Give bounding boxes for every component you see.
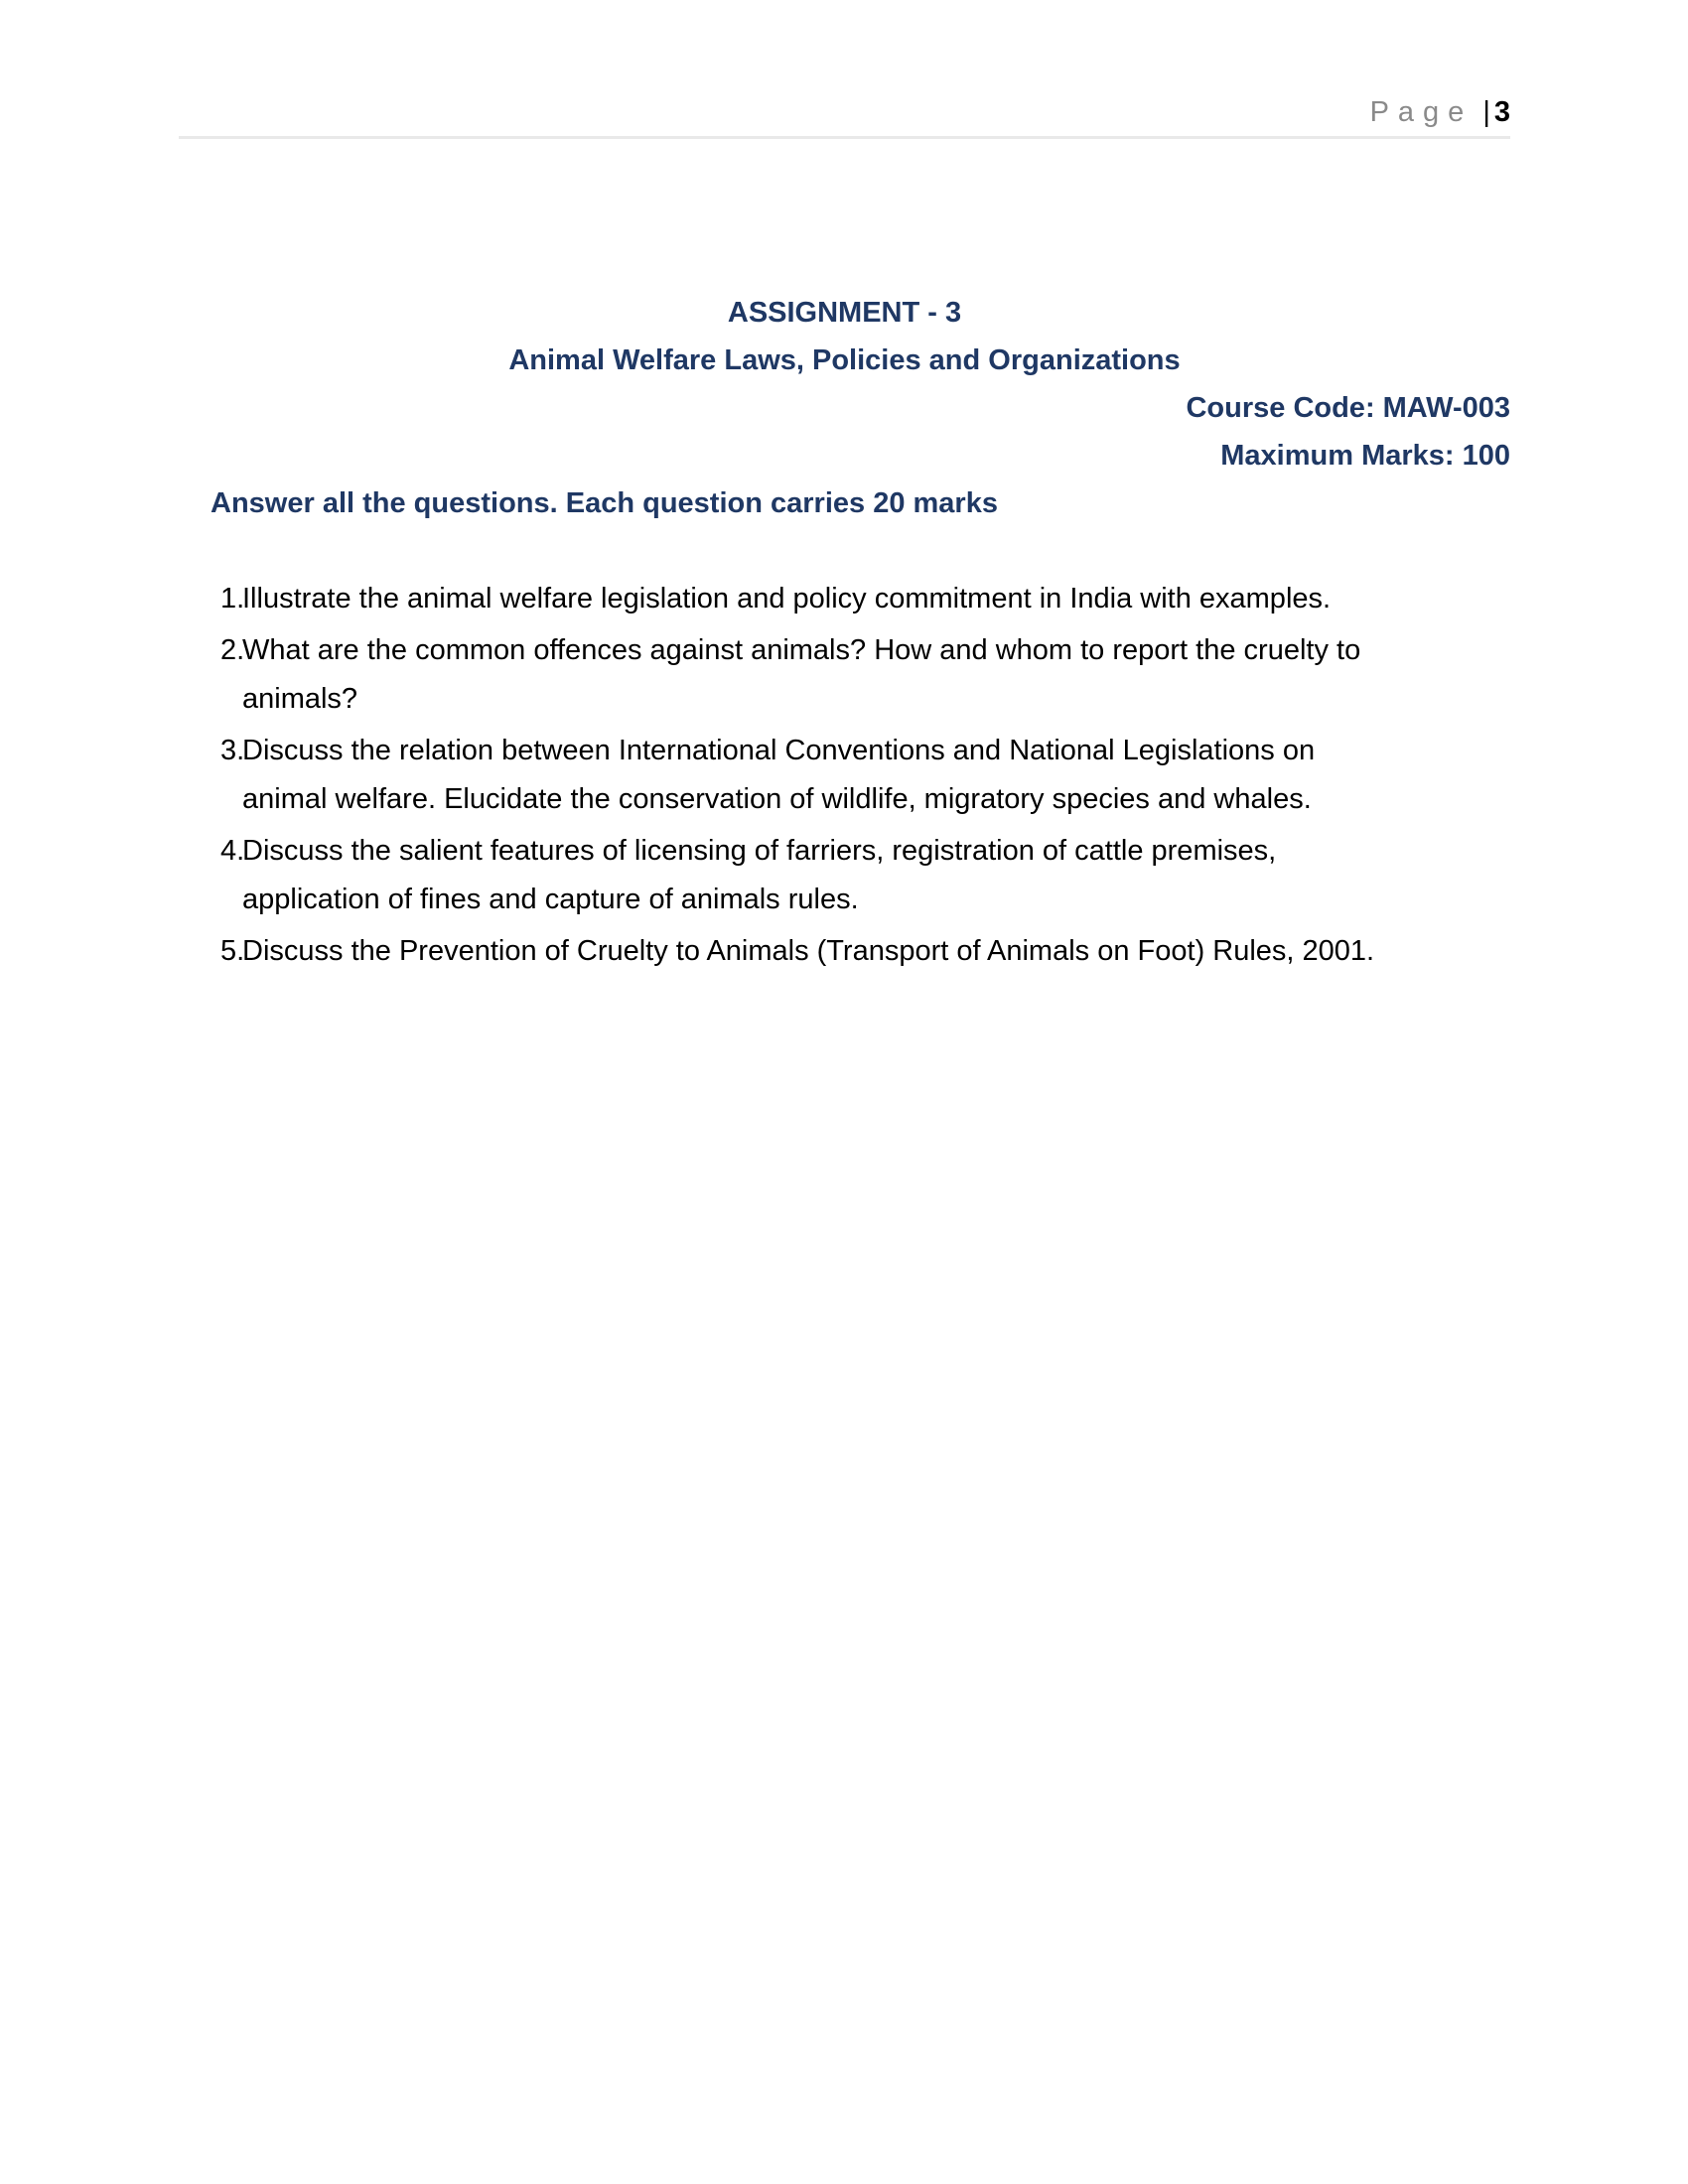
assignment-subtitle: Animal Welfare Laws, Policies and Organizations [508,344,1181,376]
question-item [179,727,1569,824]
question-number: 2. [220,634,245,666]
question-item [179,827,1569,924]
question-number: 5. [220,935,245,967]
question-line: Discuss the Prevention of Cruelty to Animals (Transport of Animals on Foot) Rules, 2001. [242,935,1375,967]
question-number: 1. [220,583,245,614]
instruction-line: Answer all the questions. Each question carries 20 marks [211,487,998,519]
page-header [179,95,1510,139]
question-item [179,626,1569,724]
assignment-heading-block [179,289,1510,527]
question-line: What are the common offences against animals? How and whom to report the cruelty to [242,634,1361,666]
question-number: 4. [220,835,245,867]
assignment-title: ASSIGNMENT - 3 [727,297,962,329]
page-label: Page [1369,96,1474,128]
question-number: 3. [220,735,245,766]
question-line: animals? [242,683,358,715]
question-line: Discuss the salient features of licensing of farriers, registration of cattle premises, [242,835,1277,867]
page-number-separator: | [1482,96,1490,128]
question-list [179,575,1569,979]
page-number: 3 [1493,96,1510,128]
question-line: Illustrate the animal welfare legislation and policy commitment in India with examples. [242,583,1332,614]
question-item [179,927,1569,976]
question-line: animal welfare. Elucidate the conservation of wildlife, migratory species and whales. [242,783,1312,815]
course-code: Course Code: MAW-003 [1186,392,1510,424]
question-line: Discuss the relation between International Conventions and National Legislations on [242,735,1316,766]
question-item [179,575,1569,623]
question-line: application of fines and capture of animals rules. [242,884,859,915]
maximum-marks: Maximum Marks: 100 [1220,440,1510,472]
